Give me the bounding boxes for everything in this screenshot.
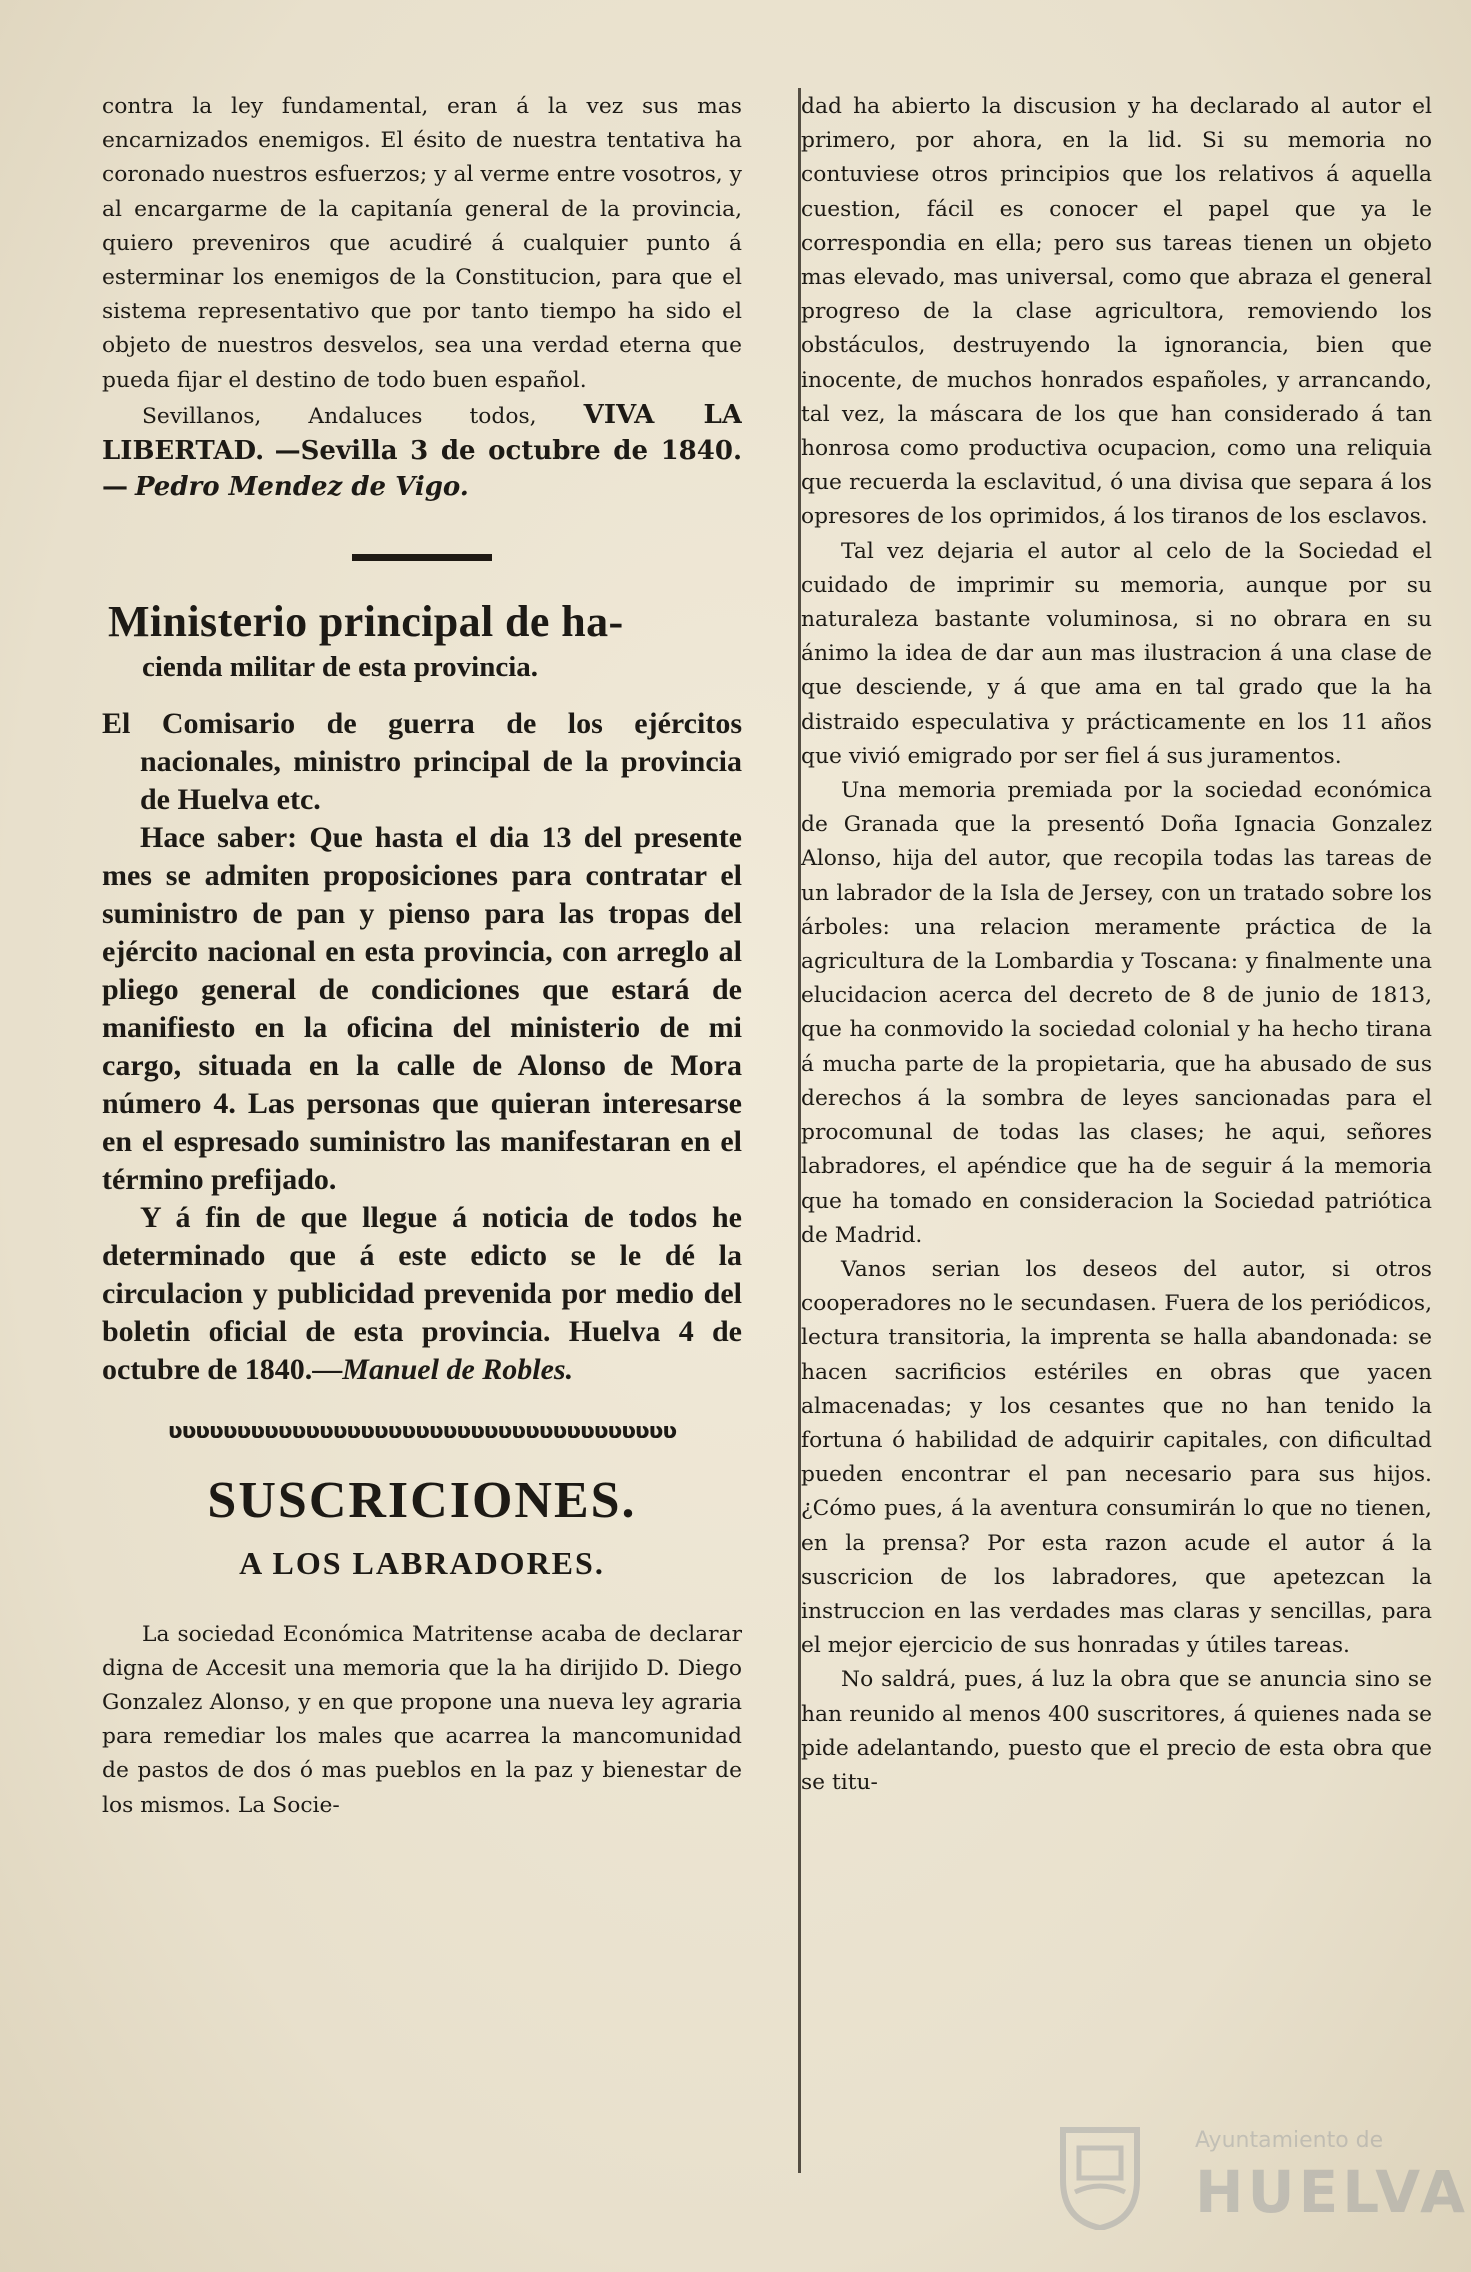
right-paragraph-4: Vanos serian los deseos del autor, si otros cooperadores no le secundasen. Fuera de los periódicos, lectura transitoria, la imprenta se halla abandonada: se hacen sacrificios estériles en obras que yacen almacenadas; y los cesantes que no han tenido la fortuna ó habilidad de adquirir capitales, con dificultad pueden encontrar el pan necesario para sus hijos. ¿Cómo pues, á la aventura consumirán lo que no tienen, en la prensa? Por esta razon acude el autor á la suscricion de los labradores, que apetezcan la instruccion en las verdades mas claras y sencillas, para el mejor ejercicio de sus honradas y útiles tareas. [801, 1256, 1432, 1659]
right-paragraph-3: Una memoria premiada por la sociedad económica de Granada que la presentó Doña Ignacia Gonzalez Alonso, hija del autor, que recopila todas las tareas de un labrador de la Isla de Jersey, con un tratado sobre los árboles: una relacion meramente práctica de la agricultura de la Lombardia y Toscana: y finalmente una elucidacion acerca del decreto de 8 de junio de 1813, que ha conmovido la sociedad colonial y ha hecho tirana á mucha parte de la propietaria, que ha abusado de sus derechos á la sombra de leyes sancionadas para el procomunal de todas las clases; he aqui, señores labradores, el apéndice que ha de seguir á la memoria que ha tomado en consideracion la Sociedad patriótica de Madrid. [801, 778, 1432, 1248]
closing-salutation: Sevillanos, Andaluces todos, [142, 403, 537, 429]
watermark-city-text: HUELVA [1195, 2158, 1470, 2226]
edict-closing [102, 1199, 742, 1389]
left-column [102, 90, 742, 1823]
farmers-heading: A LOS LABRADORES. [239, 1544, 605, 1581]
section-separator [352, 554, 492, 561]
ornamental-divider: ʋʋʋʋʋʋʋʋʋʋʋʋʋʋʋʋʋʋʋʋʋʋʋʋʋʋʋʋʋʋʋʋʋʋʋʋʋ [167, 1419, 677, 1445]
closing-motto: VIVA LA LIBERTAD. [102, 399, 742, 467]
ministry-subheading: cienda militar de esta provincia. [142, 651, 539, 684]
ministry-heading: Ministerio principal de ha- [108, 597, 624, 647]
edict-block [102, 705, 742, 1389]
closing-date: —Sevilla 3 de octubre de 1840.— [102, 436, 742, 503]
right-paragraph-1: dad ha abierto la discusion y ha declarado al autor el primero, por ahora, en la lid. Si su memoria no contuviese otros principios que los relativos á aquella cuestion, fácil es conocer el papel que ya le correspondia en ella; pero sus tareas tienen un objeto mas elevado, mas universal, como que abraza el general progreso de la clase agricultora, removiendo los obstáculos, destruyendo la ignorancia, bien que inocente, de muchos honrados españoles, y arrancando, tal vez, la máscara de los que han considerado á tan honrosa como productiva ocupacion, como una reliquia que recuerda la esclavitud, ó una divisa que separa á los opresores de los oprimidos, á los tiranos de los esclavos. [801, 94, 1432, 530]
edict-intro-text: El Comisario de guerra de los ejércitos nacionales, ministro principal de la provincia de Huelva etc. [102, 707, 742, 817]
archive-watermark [1055, 2118, 1470, 2238]
closing-signature: Pedro Mendez de Vigo. [134, 472, 469, 503]
right-column [801, 90, 1432, 1800]
city-seal-icon [1055, 2120, 1145, 2230]
watermark-top-text: Ayuntamiento de [1195, 2128, 1384, 2153]
edict-closing-text: Y á fin de que llegue á noticia de todos he determinado que á este edicto se le dé la circulacion y publicidad prevenida por medio del boletin oficial de esta provincia. Huelva 4 de octubre de 1840.— [102, 1201, 742, 1387]
proclamation-closing [102, 398, 742, 507]
proclamation-paragraph: contra la ley fundamental, eran á la vez sus mas encarnizados enemigos. El ésito de nuestra tentativa ha coronado nuestros esfuerzos; y al verme entre vosotros, y al encargarme de la capitanía general de la provincia, quiero preveniros que acudiré á cualquier punto á esterminar los enemigos de la Constitucion, para que el sistema representativo que por tanto tiempo ha sido el objeto de nuestros desvelos, sea una verdad eterna que pueda fijar el destino de todo buen español. [102, 94, 742, 393]
edict-intro [102, 705, 742, 819]
edict-body: Hace saber: Que hasta el dia 13 del presente mes se admiten proposiciones para contratar el suministro de pan y pienso para las tropas del ejército nacional en esta provincia, con arreglo al pliego general de condiciones que estará de manifiesto en la oficina del ministerio de mi cargo, situada en la calle de Alonso de Mora número 4. Las personas que quieran interesarse en el espresado suministro las manifestaran en el término prefijado. [102, 821, 742, 1197]
farmers-paragraph: La sociedad Económica Matritense acaba de declarar digna de Accesit una memoria que la ha dirijido D. Diego Gonzalez Alonso, y en que propone una nueva ley agraria para remediar los males que acarrea la mancomunidad de pastos de dos ó mas pueblos en la paz y bienestar de los mismos. La Socie- [102, 1621, 742, 1818]
right-paragraph-2: Tal vez dejaria el autor al celo de la Sociedad el cuidado de imprimir su memoria, aunque por su naturaleza bastante voluminosa, si no obrara en su ánimo la idea de dar aun mas ilustracion á una clase de que desciende, y á que ama en tal grado que la ha distraido especulativa y prácticamente en los 11 años que vivió emigrado por ser fiel á sus juramentos. [801, 538, 1432, 769]
right-paragraph-5: No saldrá, pues, á luz la obra que se anuncia sino se han reunido al menos 400 suscritores, á quienes nada se pide adelantando, puesto que el precio de esta obra que se titu- [801, 1667, 1432, 1795]
subscriptions-heading: SUSCRICIONES. [207, 1471, 637, 1529]
edict-signature: Manuel de Robles. [342, 1353, 574, 1387]
